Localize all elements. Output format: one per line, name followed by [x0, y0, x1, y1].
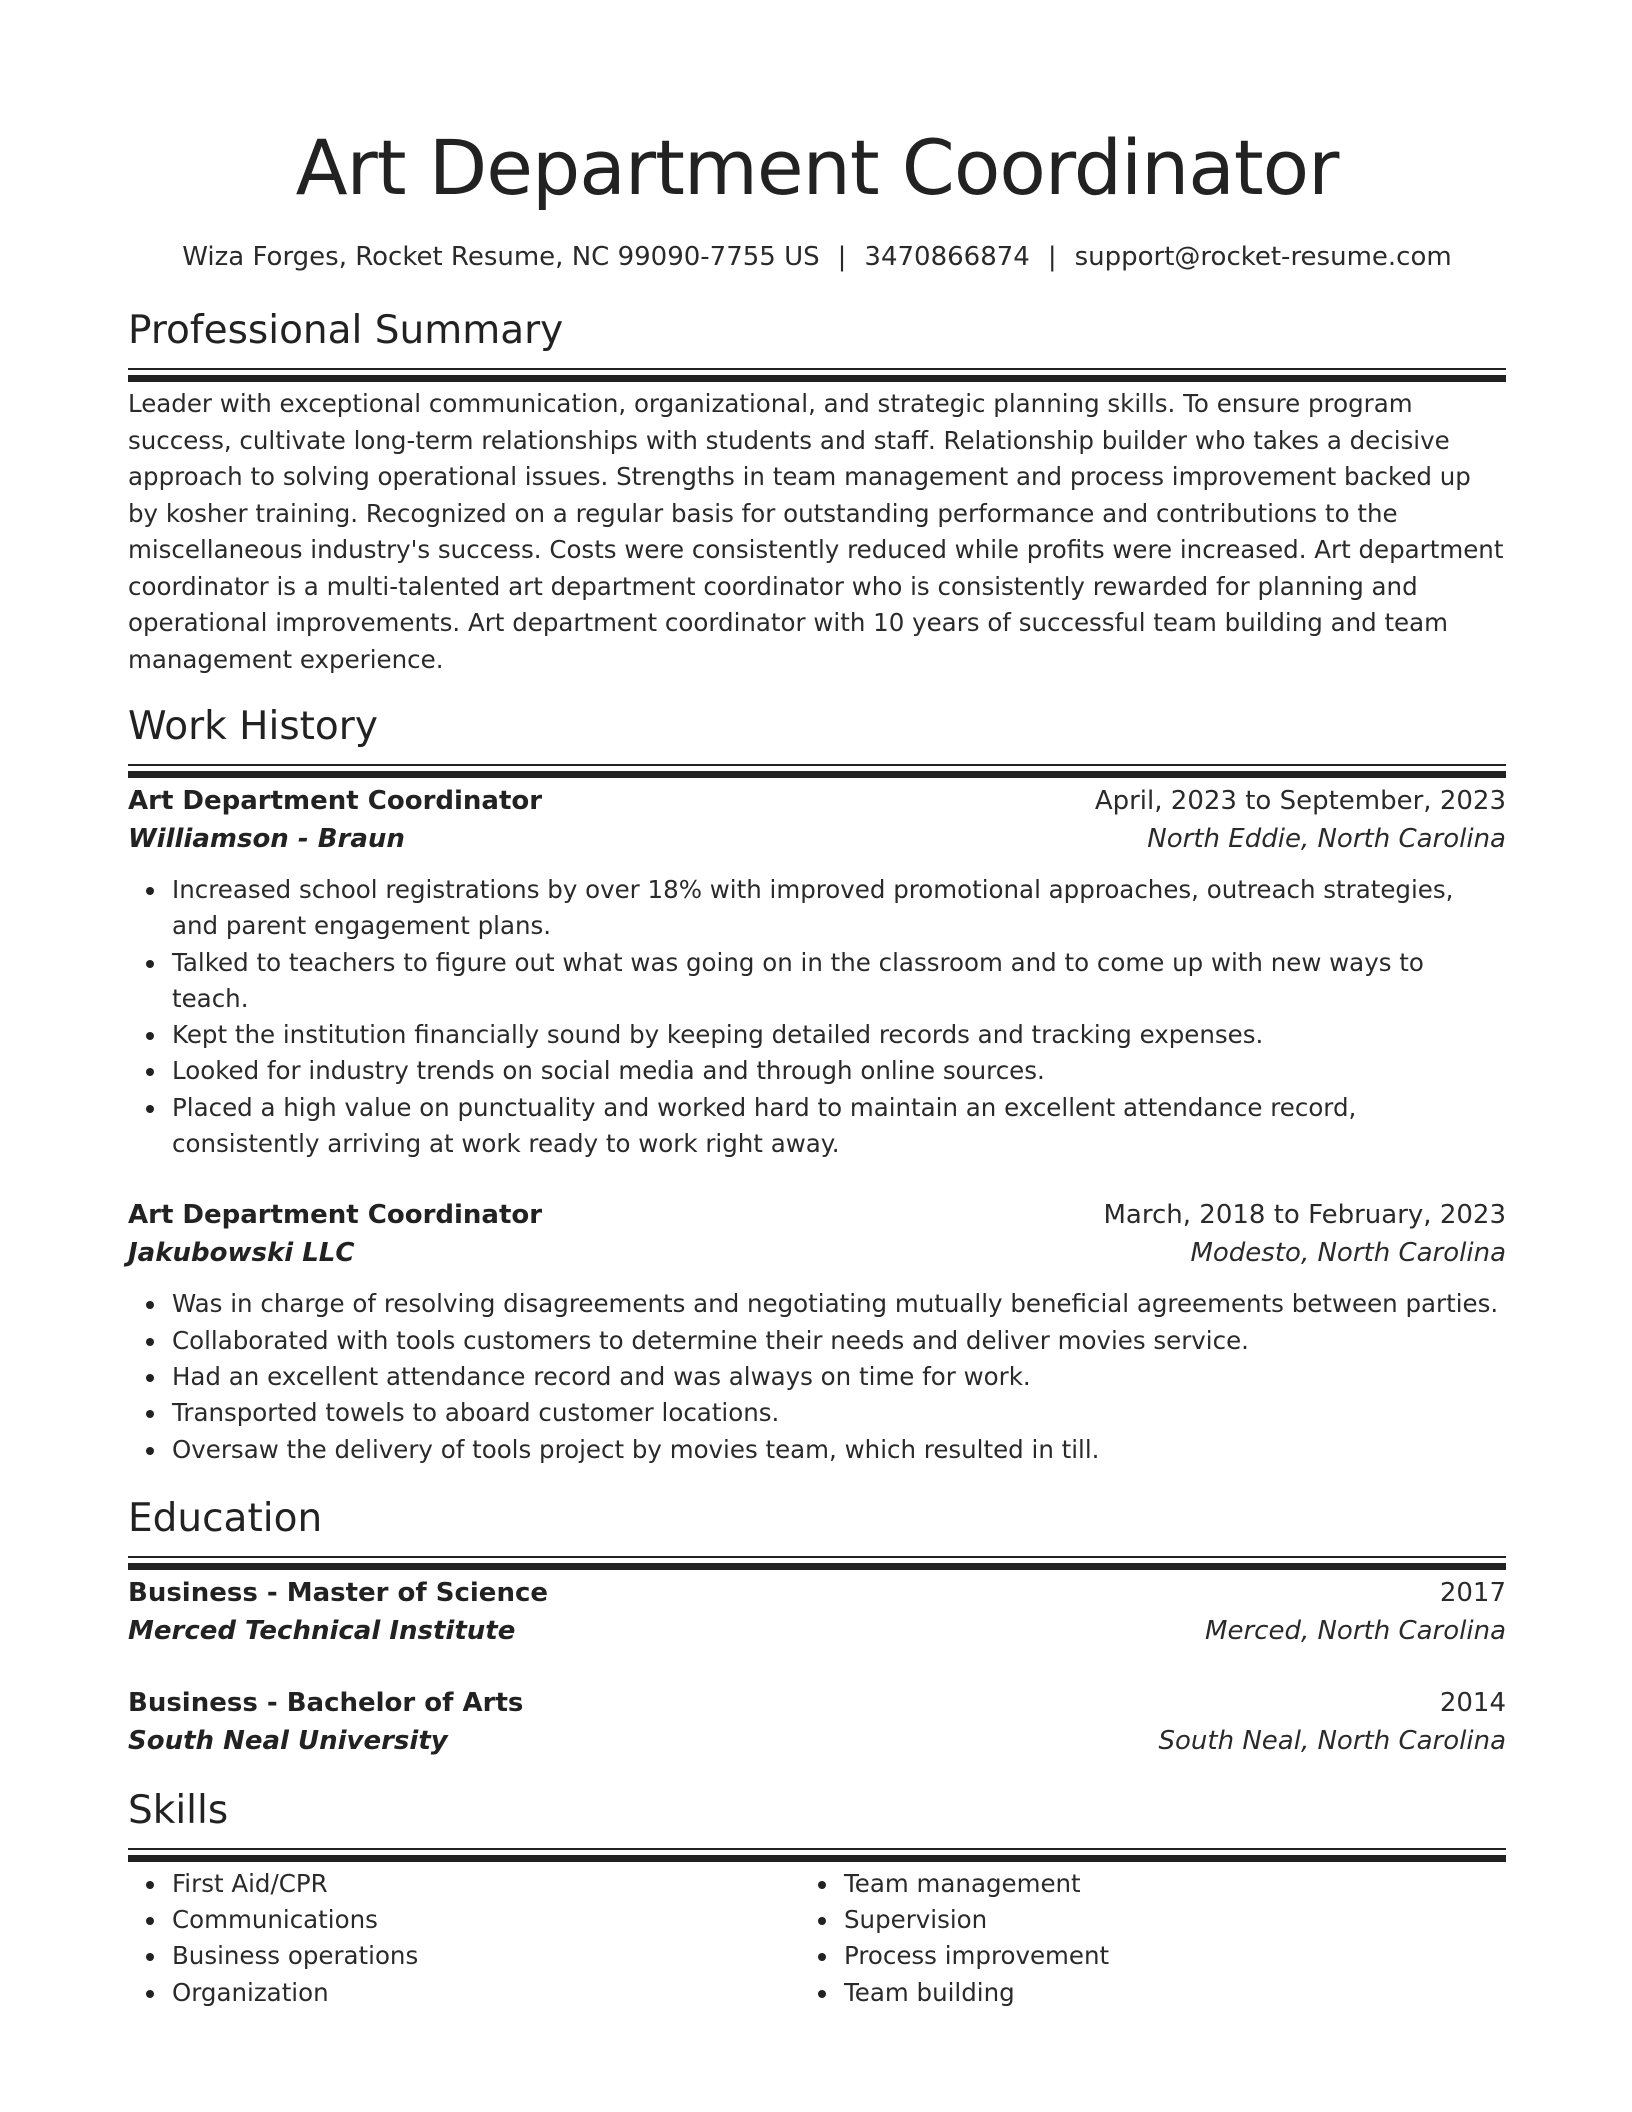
- job-dates: March, 2018 to February, 2023: [1103, 1200, 1506, 1231]
- contact-separator: |: [837, 242, 847, 272]
- job-bullets: [128, 1286, 1506, 1467]
- skills-section: [128, 1788, 1506, 2011]
- education-school: Merced Technical Institute: [128, 1615, 516, 1646]
- skill-item: Communications: [172, 1902, 800, 1938]
- skill-item: Process improvement: [844, 1938, 1472, 1974]
- education-school: South Neal University: [128, 1725, 448, 1756]
- education-degree: Business - Bachelor of Arts: [128, 1687, 524, 1718]
- section-title-summary: Professional Summary: [128, 308, 564, 353]
- education-entry: [128, 1684, 1506, 1760]
- job-title: Art Department Coordinator: [128, 1200, 543, 1231]
- job-bullet: Kept the institution financially sound by keeping detailed records and tracking expenses.: [172, 1017, 1506, 1053]
- skill-item: Supervision: [844, 1902, 1472, 1938]
- job-employer: Williamson - Braun: [128, 824, 405, 854]
- skill-item: Team building: [844, 1975, 1472, 2011]
- job-bullets: [128, 872, 1506, 1162]
- job-entry: [128, 782, 1506, 1162]
- contact-phone: 3470866874: [864, 242, 1030, 272]
- section-title-skills: Skills: [128, 1787, 229, 1833]
- job-bullet: Increased school registrations by over 18% with improved promotional approaches, outreach strategies, and parent engagement plans.: [172, 872, 1506, 945]
- education-year: 2014: [1439, 1687, 1506, 1718]
- skills-list: [800, 1866, 1472, 2011]
- skill-item: Team management: [844, 1866, 1472, 1902]
- job-bullet: Had an excellent attendance record and was always on time for work.: [172, 1359, 1506, 1395]
- skill-item: Organization: [172, 1975, 800, 2011]
- job-title: Art Department Coordinator: [128, 786, 543, 816]
- job-bullet: Collaborated with tools customers to determine their needs and deliver movies service.: [172, 1323, 1506, 1359]
- education-entry: [128, 1574, 1506, 1650]
- section-title-work-history: Work History: [128, 704, 378, 749]
- job-location: North Eddie, North Carolina: [1147, 824, 1506, 854]
- summary-text: Leader with exceptional communication, organizational, and strategic planning skills. To ensure program success, cultivate long-term relationships with students and staff. Relationship builder who takes a decisive approach to solving operational issues. Strengths in team management and process improvement backed up by kosher training. Recognized on a regular basis for outstanding performance and contributions to the miscellaneous industry's success. Costs were consistently reduced while profits were increased. Art department coordinator is a multi-talented art department coordinator who is consistently rewarded for planning and operational improvements. Art department coordinator with 10 years of successful team building and team management experience.: [128, 389, 1504, 674]
- section-divider: [128, 1848, 1506, 1850]
- education-location: South Neal, North Carolina: [1158, 1725, 1506, 1756]
- skill-item: First Aid/CPR: [172, 1866, 800, 1902]
- education-section: [128, 1496, 1506, 1760]
- job-location: Modesto, North Carolina: [1190, 1238, 1506, 1269]
- job-employer: Jakubowski LLC: [128, 1238, 355, 1269]
- skills-column-right: [800, 1866, 1472, 2011]
- contact-separator: |: [1047, 242, 1057, 272]
- section-divider: [128, 368, 1506, 370]
- job-bullet: Looked for industry trends on social media and through online sources.: [172, 1053, 1506, 1089]
- section-title-education: Education: [128, 1495, 323, 1541]
- contact-line: [128, 240, 1506, 274]
- contact-address: Wiza Forges, Rocket Resume, NC 99090-7755 US: [182, 242, 820, 272]
- section-divider: [128, 1556, 1506, 1558]
- skills-column-left: [128, 1866, 800, 2011]
- summary-section: [128, 308, 1506, 678]
- resume-name: Art Department Coordinator: [295, 123, 1339, 212]
- work-history-section: [128, 704, 1506, 1468]
- job-entry: [128, 1196, 1506, 1467]
- section-divider: [128, 764, 1506, 766]
- education-location: Merced, North Carolina: [1205, 1615, 1506, 1646]
- contact-email: support@rocket-resume.com: [1074, 242, 1452, 272]
- skills-list: [128, 1866, 800, 2011]
- job-dates: April, 2023 to September, 2023: [1094, 786, 1506, 816]
- job-bullet: Placed a high value on punctuality and worked hard to maintain an excellent attendance record, consistently arriving at work ready to work right away.: [172, 1090, 1506, 1163]
- skills-grid: [128, 1866, 1506, 2011]
- job-bullet: Oversaw the delivery of tools project by movies team, which resulted in till.: [172, 1432, 1506, 1468]
- skill-item: Business operations: [172, 1938, 800, 1974]
- job-bullet: Transported towels to aboard customer locations.: [172, 1395, 1506, 1431]
- job-bullet: Was in charge of resolving disagreements and negotiating mutually beneficial agreements between parties.: [172, 1286, 1506, 1322]
- education-degree: Business - Master of Science: [128, 1577, 548, 1608]
- education-year: 2017: [1439, 1577, 1506, 1608]
- job-bullet: Talked to teachers to figure out what was going on in the classroom and to come up with new ways to teach.: [172, 945, 1506, 1018]
